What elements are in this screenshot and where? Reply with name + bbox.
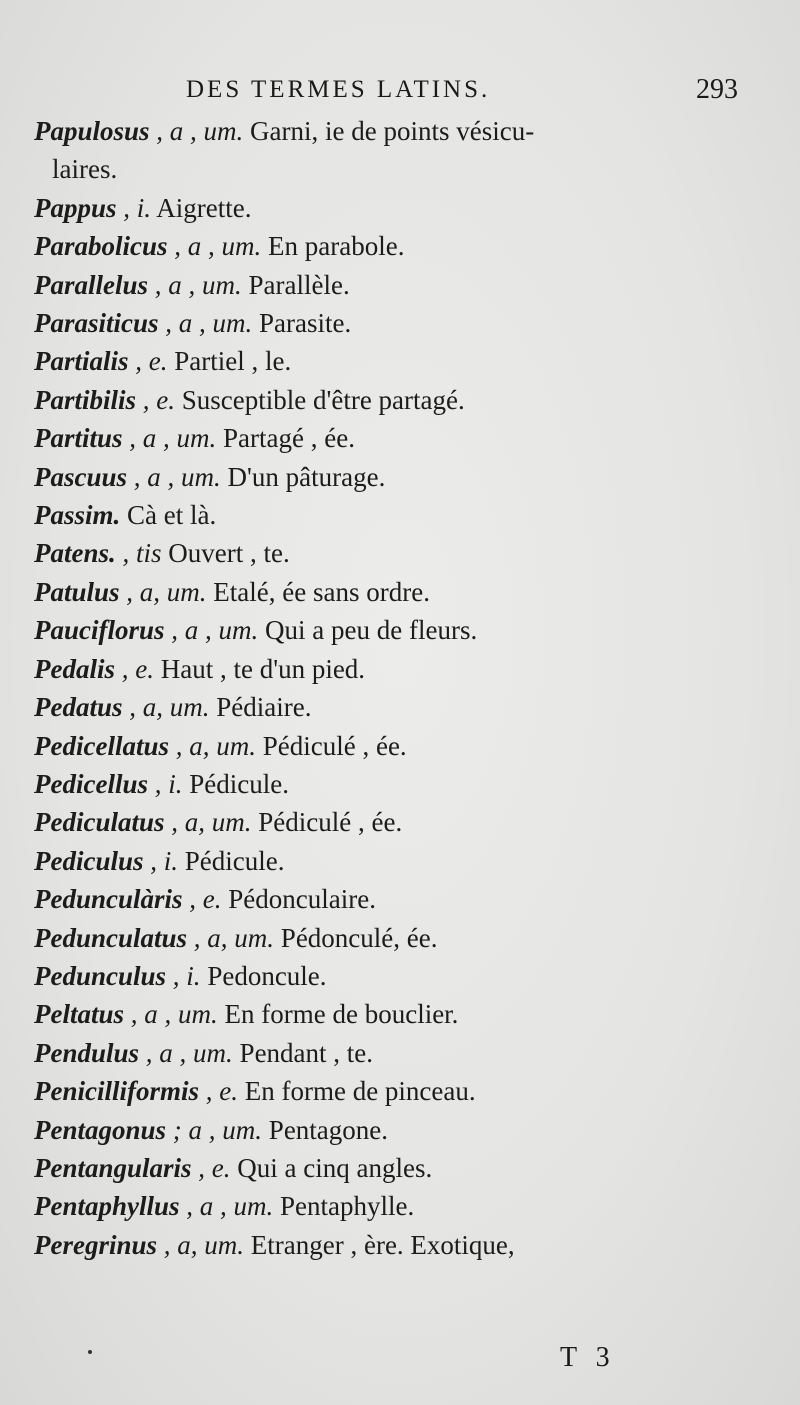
glossary-entry	[34, 573, 734, 611]
glossary-entry	[34, 727, 734, 765]
glossary-entry	[34, 112, 734, 189]
entry-term: Pediculatus	[34, 807, 165, 838]
entry-gloss: Pédicule.	[182, 768, 289, 799]
entry-forms: , a, um.	[168, 730, 256, 761]
entry-term: Pendulus	[34, 1037, 140, 1068]
entry-forms: , a , um.	[122, 423, 217, 454]
glossary-entry	[34, 1072, 734, 1110]
entry-forms: , a , um.	[164, 615, 259, 646]
entry-term: Pentagonus	[34, 1114, 167, 1145]
glossary-entry	[34, 419, 734, 457]
entry-forms: , i.	[147, 768, 183, 799]
entry-forms: , e.	[128, 346, 168, 377]
glossary-entry	[34, 1226, 734, 1264]
entry-forms: , a , um.	[149, 116, 244, 146]
entry-gloss: Pentaphylle.	[273, 1191, 415, 1222]
glossary-entry	[34, 458, 734, 496]
entry-term: Pedicellatus	[34, 730, 169, 761]
entry-forms: , tis	[115, 538, 162, 569]
entry-term: Penicilliformis	[34, 1076, 199, 1107]
glossary-entry	[34, 381, 734, 419]
glossary-entry	[34, 1034, 734, 1072]
entry-gloss: Pédonculé, ée.	[274, 922, 438, 953]
entry-term: Patens.	[34, 538, 116, 569]
entry-forms: , a , um.	[158, 308, 253, 339]
glossary-entry	[34, 1111, 734, 1149]
glossary-entry	[34, 1187, 734, 1225]
entry-forms: , a , um.	[167, 231, 262, 262]
entry-term: Pentaphyllus	[34, 1191, 180, 1222]
entry-gloss: Partiel , le.	[167, 346, 292, 377]
entry-forms: , e.	[191, 1152, 231, 1183]
entry-gloss: Pédiaire.	[209, 692, 312, 723]
entry-term: Pentangularis	[34, 1152, 192, 1183]
page-number: 293	[696, 74, 738, 105]
entry-term: Pedunculàris	[34, 884, 183, 915]
glossary-entry	[34, 342, 734, 380]
entry-gloss: Etalé, ée sans ordre.	[206, 576, 430, 607]
entry-forms: , a , um.	[124, 999, 218, 1030]
entry-gloss: Aigrette.	[151, 192, 252, 223]
entry-forms: , a, um.	[164, 807, 252, 838]
entry-term: Passim.	[34, 500, 121, 531]
entry-forms: , a , um.	[139, 1037, 233, 1068]
glossary-entry	[34, 688, 734, 726]
entry-forms: , e.	[115, 653, 154, 684]
entry-forms: , a, um.	[187, 922, 275, 953]
page-header	[0, 68, 800, 108]
entry-term: Pauciflorus	[34, 615, 165, 646]
entry-gloss: Pedoncule.	[200, 960, 327, 991]
entry-term: Partitus	[34, 423, 123, 454]
entry-gloss: Garni, ie de points vésicu-	[243, 116, 535, 146]
glossary-list	[0, 112, 800, 1264]
glossary-entry	[34, 304, 734, 342]
entry-gloss: Pentagone.	[262, 1114, 389, 1145]
entry-forms: , a , um.	[179, 1191, 274, 1222]
entry-gloss: Pédonculaire.	[221, 884, 376, 915]
glossary-entry	[34, 611, 734, 649]
entry-term: Papulosus	[34, 116, 150, 146]
glossary-entry	[34, 496, 734, 534]
entry-forms: , e.	[199, 1076, 238, 1107]
entry-gloss: D'un pâturage.	[220, 461, 386, 492]
entry-gloss: Susceptible d'être partagé.	[175, 384, 465, 415]
entry-term: Pediculus	[34, 845, 144, 876]
entry-term: Pedunculus	[34, 960, 167, 991]
entry-term: Pedatus	[34, 692, 123, 723]
entry-gloss: En parabole.	[261, 231, 405, 262]
glossary-entry	[34, 957, 734, 995]
entry-forms: , e.	[136, 384, 175, 415]
entry-gloss: Pédicule.	[178, 845, 285, 876]
entry-term: Patulus	[34, 576, 120, 607]
glossary-entry	[34, 995, 734, 1033]
entry-gloss: En forme de bouclier.	[217, 999, 459, 1030]
entry-term: Pedicellus	[34, 768, 148, 799]
glossary-entry	[34, 803, 734, 841]
glossary-entry	[34, 534, 734, 572]
entry-forms: , a , um.	[148, 269, 242, 300]
entry-forms: , a , um.	[127, 461, 221, 492]
signature-mark: T 3	[560, 1342, 616, 1373]
entry-term: Pedalis	[34, 653, 115, 684]
entry-forms: ; a , um.	[166, 1114, 263, 1145]
glossary-entry	[34, 765, 734, 803]
entry-gloss: Cà et là.	[120, 500, 217, 531]
entry-term: Parasiticus	[34, 308, 159, 339]
running-head: DES TERMES LATINS.	[186, 76, 491, 103]
entry-gloss: Etranger , ère. Exotique,	[244, 1229, 515, 1260]
entry-term: Pedunculatus	[34, 922, 188, 953]
entry-gloss: Pédiculé , ée.	[251, 807, 403, 838]
entry-gloss: Haut , te d'un pied.	[153, 653, 366, 684]
ink-dot	[88, 1350, 92, 1354]
glossary-entry	[34, 1149, 734, 1187]
entry-gloss: Pédiculé , ée.	[255, 730, 407, 761]
entry-forms: , i.	[143, 845, 179, 876]
entry-gloss: Qui a peu de fleurs.	[258, 615, 478, 646]
entry-term: Pappus	[34, 192, 117, 223]
entry-term: Partibilis	[34, 384, 137, 415]
glossary-entry	[34, 842, 734, 880]
glossary-entry	[34, 880, 734, 918]
glossary-entry	[34, 919, 734, 957]
entry-term: Pascuus	[34, 461, 128, 492]
glossary-entry	[34, 189, 734, 227]
entry-gloss: Parallèle.	[241, 269, 350, 300]
entry-term: Peregrinus	[34, 1229, 158, 1260]
entry-forms: , a, um.	[119, 576, 207, 607]
entry-gloss: Qui a cinq angles.	[230, 1152, 433, 1183]
entry-gloss: En forme de pinceau.	[237, 1076, 476, 1107]
entry-gloss: Parasite.	[252, 308, 352, 339]
entry-term: Parabolicus	[34, 231, 168, 262]
entry-term: Parallelus	[34, 269, 149, 300]
entry-forms: , a, um.	[157, 1229, 245, 1260]
entry-forms: , i.	[166, 960, 201, 991]
entry-gloss-continuation: laires.	[52, 154, 118, 185]
glossary-entry	[34, 266, 734, 304]
glossary-entry	[34, 650, 734, 688]
entry-forms: , i.	[116, 192, 152, 223]
entry-forms: , e.	[182, 884, 222, 915]
entry-term: Partialis	[34, 346, 129, 377]
entry-term: Peltatus	[34, 999, 125, 1030]
glossary-entry	[34, 227, 734, 265]
entry-gloss: Partagé , ée.	[216, 423, 355, 454]
entry-gloss: Pendant , te.	[232, 1037, 374, 1068]
entry-gloss: Ouvert , te.	[161, 538, 290, 569]
entry-forms: , a, um.	[122, 692, 210, 723]
